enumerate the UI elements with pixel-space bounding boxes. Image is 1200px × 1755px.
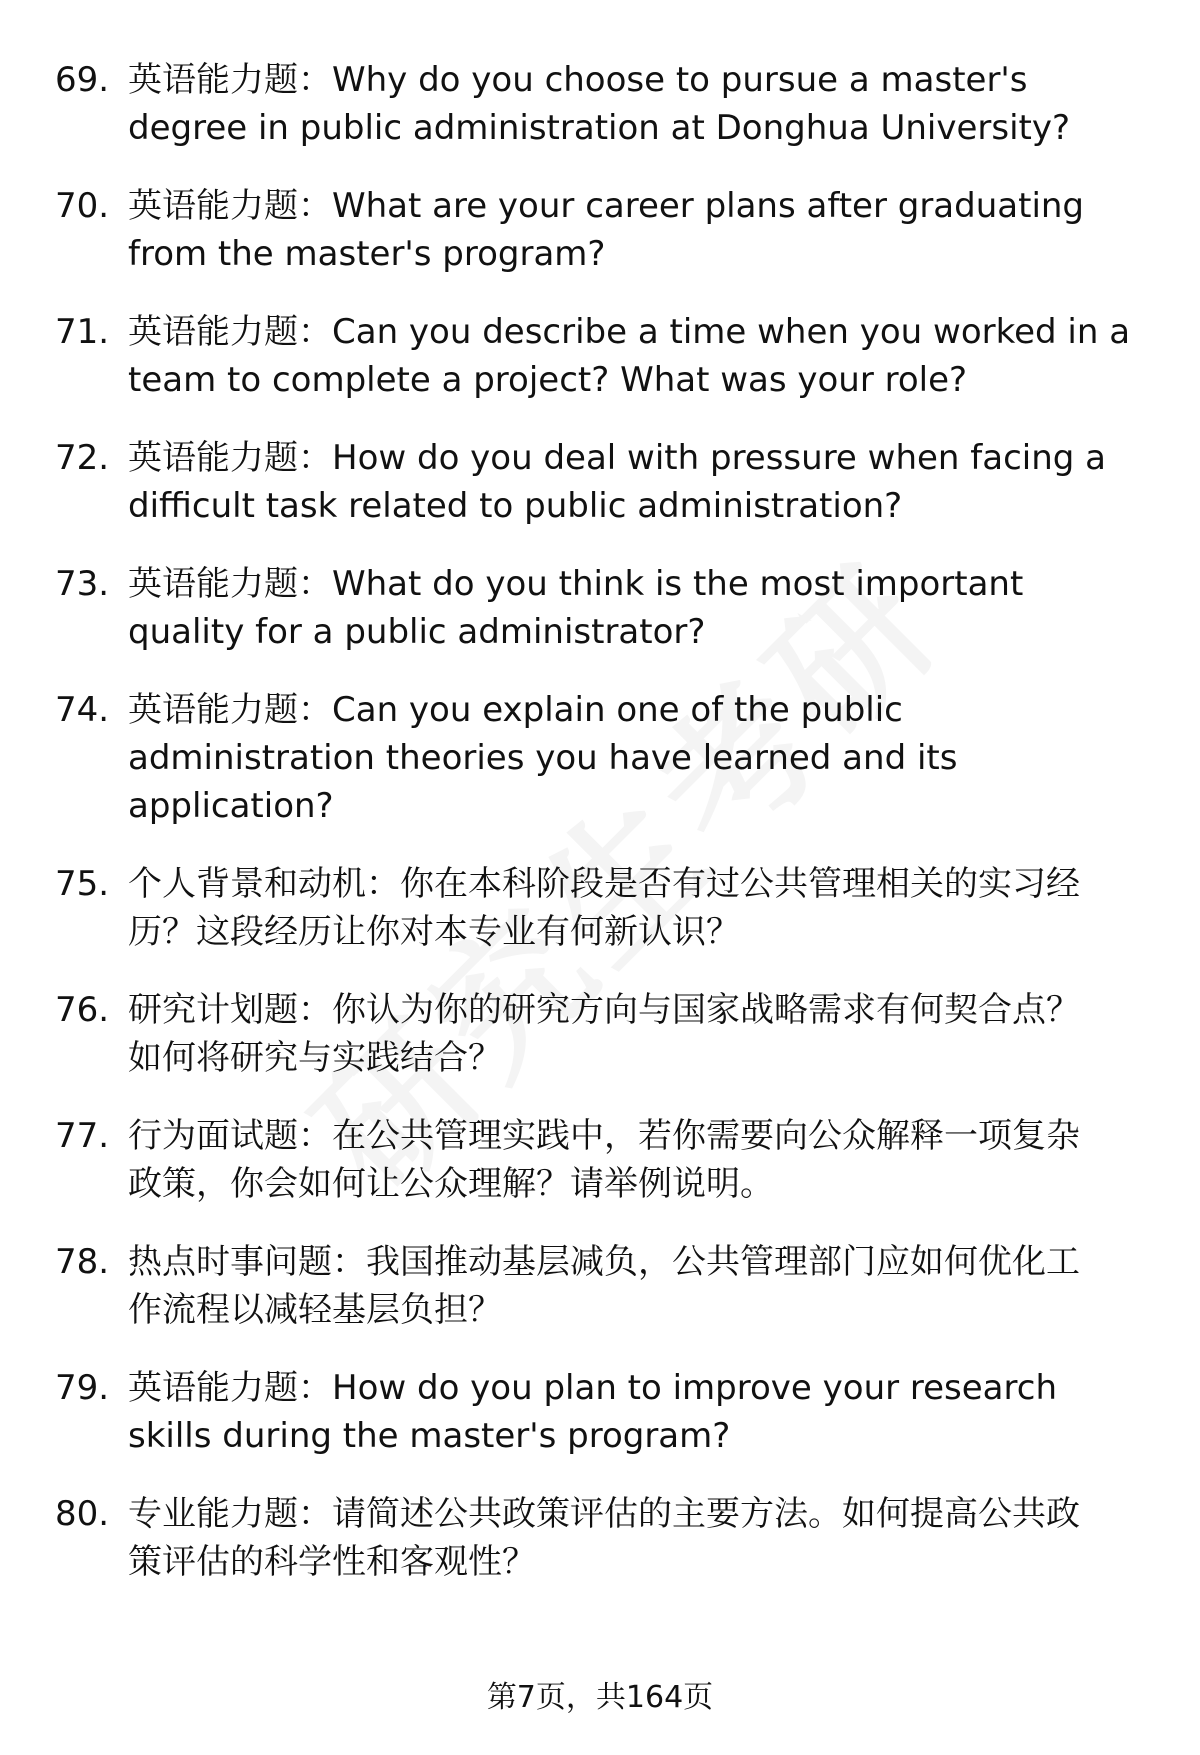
question-text: 研究计划题：你认为你的研究方向与国家战略需求有何契合点？ 如何将研究与实践结合？ xyxy=(128,990,1080,1078)
question-item xyxy=(0,182,1200,278)
question-text: 个人背景和动机：你在本科阶段是否有过公共管理相关的实习经 历？这段经历让你对本专业有何新认识？ xyxy=(128,864,1080,952)
page-number-footer: 第7页，共164页 xyxy=(486,1680,714,1715)
question-item xyxy=(0,560,1200,656)
question-number: 74. xyxy=(55,690,110,730)
question-text: 英语能力题：How do you deal with pressure when facing a difficult task related to public administration? xyxy=(128,438,1106,526)
question-item xyxy=(0,1238,1200,1334)
question-text: 英语能力题：Why do you choose to pursue a master's degree in public administration at Donghua University? xyxy=(128,60,1071,148)
question-number: 69. xyxy=(55,60,110,100)
question-text: 英语能力题：What do you think is the most important quality for a public administrator? xyxy=(128,564,1024,652)
question-item xyxy=(0,434,1200,530)
question-item xyxy=(0,308,1200,404)
question-number: 79. xyxy=(55,1368,110,1408)
question-text: 英语能力题：Can you describe a time when you worked in a team to complete a project? What was your role? xyxy=(128,312,1131,400)
question-number: 75. xyxy=(55,864,110,904)
question-number: 72. xyxy=(55,438,110,478)
question-text: 英语能力题：How do you plan to improve your research skills during the master's program? xyxy=(128,1368,1057,1456)
question-number: 80. xyxy=(55,1494,110,1534)
question-number: 77. xyxy=(55,1116,110,1156)
question-number: 76. xyxy=(55,990,110,1030)
question-item xyxy=(0,686,1200,830)
question-number: 71. xyxy=(55,312,110,352)
question-item xyxy=(0,1364,1200,1460)
question-item xyxy=(0,1490,1200,1586)
question-text: 热点时事问题：我国推动基层减负，公共管理部门应如何优化工 作流程以减轻基层负担？ xyxy=(128,1242,1080,1330)
question-item xyxy=(0,56,1200,152)
question-text: 英语能力题：What are your career plans after graduating from the master's program? xyxy=(128,186,1085,274)
question-item xyxy=(0,1112,1200,1208)
question-item xyxy=(0,986,1200,1082)
question-text: 英语能力题：Can you explain one of the public administration theories you have learned and its application? xyxy=(128,690,958,826)
question-number: 70. xyxy=(55,186,110,226)
question-text: 专业能力题：请简述公共政策评估的主要方法。如何提高公共政 策评估的科学性和客观性？ xyxy=(128,1494,1080,1582)
question-number: 78. xyxy=(55,1242,110,1282)
question-list xyxy=(0,56,1200,1616)
question-number: 73. xyxy=(55,564,110,604)
question-text: 行为面试题：在公共管理实践中，若你需要向公众解释一项复杂 政策，你会如何让公众理解？请举例说明。 xyxy=(128,1116,1080,1204)
question-item xyxy=(0,860,1200,956)
